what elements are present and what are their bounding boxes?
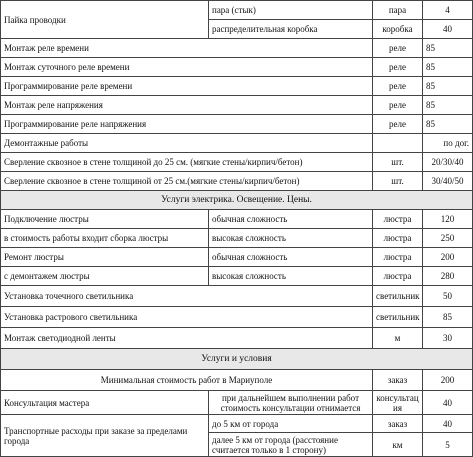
unit-cell: коробка (373, 20, 423, 39)
table-row (1, 77, 473, 96)
service-name: Минимальная стоимость работ в Мариуполе (1, 370, 373, 391)
table-row (1, 39, 473, 58)
table-row (1, 370, 473, 391)
unit-cell: люстра (373, 229, 423, 248)
table-row (1, 58, 473, 77)
price-cell: 200 (423, 370, 473, 391)
service-name: Ремонт люстры (1, 248, 209, 267)
table-row (1, 153, 473, 172)
price-cell: 30 (423, 328, 473, 349)
price-cell: 40 (423, 20, 473, 39)
table-row (1, 229, 473, 248)
table-row (1, 328, 473, 349)
unit-cell: люстра (373, 210, 423, 229)
service-name: Монтаж светодиодной ленты (1, 328, 373, 349)
price-cell: 85 (423, 58, 473, 77)
service-detail: при дальнейшем выполнении работ стоимость консультации отнимается (209, 391, 373, 415)
unit-cell: люстра (373, 267, 423, 286)
table-row (1, 415, 473, 433)
table-row (1, 134, 473, 153)
section-title-conditions: Услуги и условия (1, 349, 473, 370)
service-name: Транспортные расходы при заказе за пределами города (1, 415, 209, 457)
service-name: Установка точечного светильника (1, 286, 373, 307)
service-name: Консультация мастера (1, 391, 209, 415)
unit-cell: шт. (373, 172, 423, 191)
unit-cell: реле (373, 115, 423, 134)
unit-cell: консультация (373, 391, 423, 415)
service-detail: пара (стык) (209, 1, 373, 20)
table-row (1, 172, 473, 191)
price-cell: 120 (423, 210, 473, 229)
unit-cell: светильник (373, 286, 423, 307)
unit-cell: реле (373, 39, 423, 58)
service-name: Программирование реле времени (1, 77, 373, 96)
price-cell: 85 (423, 307, 473, 328)
price-cell: 50 (423, 286, 473, 307)
service-name: Установка растрового светильника (1, 307, 373, 328)
service-name: Сверление сквозное в стене толщиной до 25 см. (мягкие стены/кирпич/бетон) (1, 153, 373, 172)
complexity-cell: высокая сложность (209, 267, 373, 286)
unit-cell: км (373, 433, 423, 457)
unit-cell: заказ (373, 415, 423, 433)
unit-cell (373, 134, 423, 153)
price-cell: 30/40/50 (423, 172, 473, 191)
service-name: Демонтажные работы (1, 134, 373, 153)
complexity-cell: высокая сложность (209, 229, 373, 248)
unit-cell: пара (373, 1, 423, 20)
price-cell: 5 (423, 433, 473, 457)
service-name: Сверление сквозное в стене толщиной от 25 см.(мягкие стены/кирпич/бетон) (1, 172, 373, 191)
service-name: Программирование реле напряжения (1, 115, 373, 134)
section-header (1, 191, 473, 210)
service-name: Монтаж суточного реле времени (1, 58, 373, 77)
service-name: Подключение люстры (1, 210, 209, 229)
price-cell: 85 (423, 39, 473, 58)
service-detail: распределительная коробка (209, 20, 373, 39)
price-cell: 4 (423, 1, 473, 20)
service-detail: далее 5 км от города (расстояние считается только в 1 сторону) (209, 433, 373, 457)
unit-cell: реле (373, 58, 423, 77)
unit-cell: м (373, 328, 423, 349)
table-row (1, 248, 473, 267)
table-row (1, 1, 473, 20)
table-row (1, 391, 473, 415)
price-cell: 85 (423, 96, 473, 115)
price-cell: 85 (423, 77, 473, 96)
table-row (1, 286, 473, 307)
complexity-cell: обычная сложность (209, 248, 373, 267)
price-cell: 20/30/40 (423, 153, 473, 172)
service-name: в стоимость работы входит сборка люстры (1, 229, 209, 248)
unit-cell: реле (373, 77, 423, 96)
table-row (1, 267, 473, 286)
unit-cell: шт. (373, 153, 423, 172)
price-cell: 40 (423, 415, 473, 433)
price-cell: 280 (423, 267, 473, 286)
unit-cell: люстра (373, 248, 423, 267)
service-detail: до 5 км от города (209, 415, 373, 433)
table-row (1, 115, 473, 134)
service-name: с демонтажем люстры (1, 267, 209, 286)
price-cell: 40 (423, 391, 473, 415)
complexity-cell: обычная сложность (209, 210, 373, 229)
service-name: Пайка проводки (1, 1, 209, 39)
price-cell: 85 (423, 115, 473, 134)
table-row (1, 96, 473, 115)
service-name: Монтаж реле напряжения (1, 96, 373, 115)
section-header (1, 349, 473, 370)
unit-cell: светильник (373, 307, 423, 328)
price-cell: 250 (423, 229, 473, 248)
unit-cell: реле (373, 96, 423, 115)
unit-cell: заказ (373, 370, 423, 391)
table-row (1, 210, 473, 229)
table-row (1, 307, 473, 328)
price-cell: по дог. (423, 134, 473, 153)
service-name: Монтаж реле времени (1, 39, 373, 58)
section-title-lighting: Услуги электрика. Освещение. Цены. (1, 191, 473, 210)
price-cell: 200 (423, 248, 473, 267)
